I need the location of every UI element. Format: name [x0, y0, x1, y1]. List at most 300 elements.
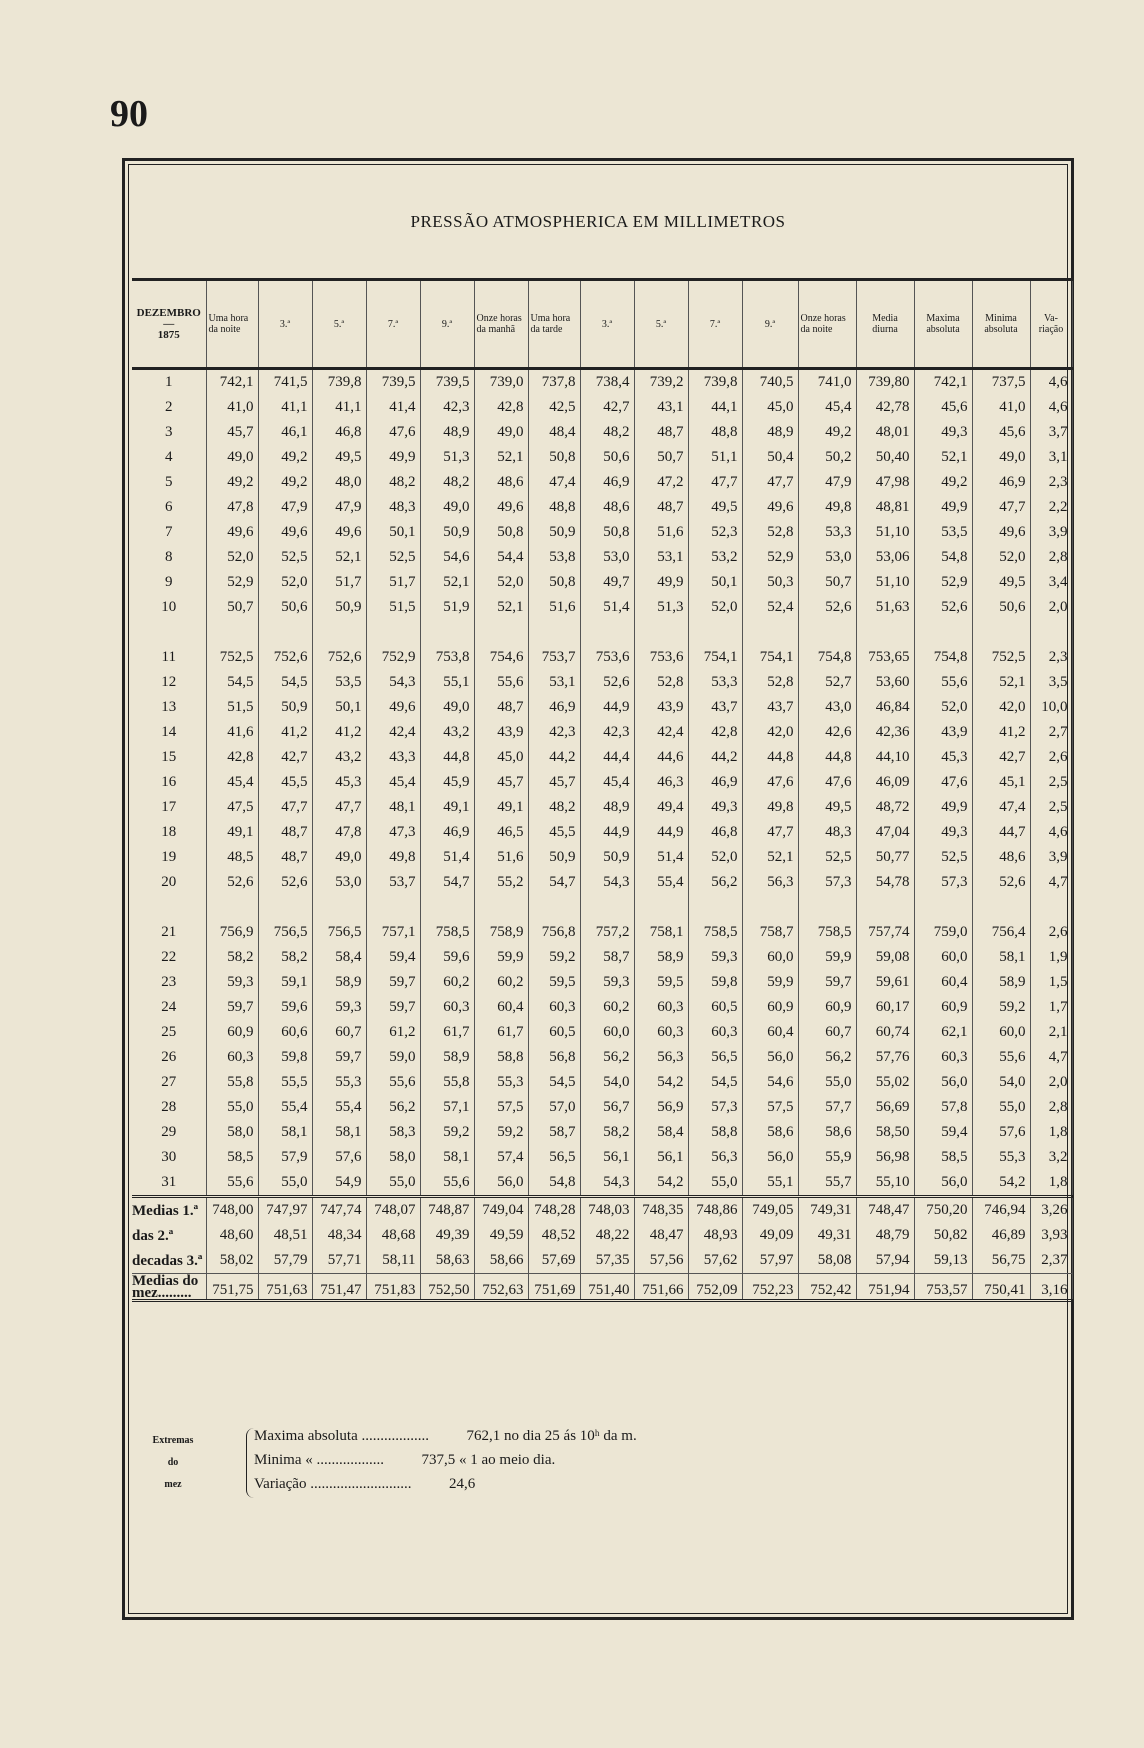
table-cell: 58,11: [366, 1248, 420, 1274]
column-header: Minima absoluta: [972, 280, 1030, 369]
table-cell: 58,1: [972, 945, 1030, 970]
table-cell: 53,0: [798, 545, 856, 570]
table-cell: 49,2: [798, 420, 856, 445]
table-cell: 48,7: [634, 495, 688, 520]
table-cell: 754,1: [742, 645, 798, 670]
table-cell: 55,4: [258, 1095, 312, 1120]
table-cell: 749,04: [474, 1197, 528, 1224]
table-cell: 1,9: [1030, 945, 1072, 970]
table-cell: 59,7: [206, 995, 258, 1020]
table-cell: 739,2: [634, 369, 688, 396]
table-cell: 47,04: [856, 820, 914, 845]
table-cell: 46,5: [474, 820, 528, 845]
table-cell: 58,7: [528, 1120, 580, 1145]
table-cell: 49,6: [312, 520, 366, 545]
table-cell: 48,68: [366, 1223, 420, 1248]
table-cell: 750,41: [972, 1274, 1030, 1301]
table-cell: 56,9: [634, 1095, 688, 1120]
table-cell: 756,4: [972, 920, 1030, 945]
table-cell: 3,16: [1030, 1274, 1072, 1301]
table-cell: 49,2: [206, 470, 258, 495]
column-header: Uma hora da tarde: [528, 280, 580, 369]
table-cell: 56,98: [856, 1145, 914, 1170]
table-cell: 3,9: [1030, 520, 1072, 545]
table-cell: 43,2: [420, 720, 474, 745]
table-cell: 54,7: [528, 870, 580, 895]
table-cell: 4,6: [1030, 820, 1072, 845]
table-cell: 50,9: [312, 595, 366, 620]
table-cell: 6: [132, 495, 206, 520]
table-cell: 47,6: [366, 420, 420, 445]
table-cell: 59,8: [688, 970, 742, 995]
table-cell: 739,0: [474, 369, 528, 396]
table-cell: 52,1: [420, 570, 474, 595]
table-cell: 752,5: [972, 645, 1030, 670]
table-cell: 59,6: [420, 945, 474, 970]
table-cell: 60,4: [474, 995, 528, 1020]
column-header: 3.ª: [258, 280, 312, 369]
table-cell: 751,69: [528, 1274, 580, 1301]
table-cell: 13: [132, 695, 206, 720]
table-cell: 30: [132, 1145, 206, 1170]
table-cell: 57,1: [420, 1095, 474, 1120]
table-cell: 42,7: [258, 745, 312, 770]
table-cell: 59,3: [206, 970, 258, 995]
table-cell: 55,6: [972, 1045, 1030, 1070]
table-cell: 21: [132, 920, 206, 945]
table-cell: 53,5: [312, 670, 366, 695]
table-cell: 19: [132, 845, 206, 870]
table-row: [132, 1170, 1072, 1197]
table-cell: 55,8: [206, 1070, 258, 1095]
table-cell: 47,7: [972, 495, 1030, 520]
table-cell: 47,6: [914, 770, 972, 795]
table-cell: 50,8: [474, 520, 528, 545]
table-cell: 52,5: [366, 545, 420, 570]
table-cell: 752,23: [742, 1274, 798, 1301]
table-cell: 48,7: [258, 845, 312, 870]
table-cell: 3,9: [1030, 845, 1072, 870]
table-cell: 3,93: [1030, 1223, 1072, 1248]
table-cell: 4,6: [1030, 395, 1072, 420]
decade-mean-row: [132, 1197, 1072, 1224]
table-cell: 57,69: [528, 1248, 580, 1274]
table-cell: 56,0: [742, 1145, 798, 1170]
column-header: Onze horas da noite: [798, 280, 856, 369]
table-cell: 55,6: [474, 670, 528, 695]
table-cell: 51,1: [688, 445, 742, 470]
table-cell: 750,20: [914, 1197, 972, 1224]
table-cell: 60,0: [580, 1020, 634, 1045]
table-cell: 52,1: [474, 445, 528, 470]
table-row: [132, 1120, 1072, 1145]
table-cell: 43,9: [914, 720, 972, 745]
table-cell: 49,6: [366, 695, 420, 720]
table-cell: 54,6: [420, 545, 474, 570]
table-cell: 53,0: [580, 545, 634, 570]
table-cell: 44,1: [688, 395, 742, 420]
table-cell: 49,0: [420, 695, 474, 720]
table-cell: 50,6: [972, 595, 1030, 620]
table-cell: 52,6: [206, 870, 258, 895]
table-cell: 51,6: [634, 520, 688, 545]
table-cell: 43,7: [688, 695, 742, 720]
table-cell: 44,8: [742, 745, 798, 770]
table-cell: 49,1: [206, 820, 258, 845]
table-cell: 10,0: [1030, 695, 1072, 720]
table-cell: 59,0: [366, 1045, 420, 1070]
table-cell: 49,5: [798, 795, 856, 820]
table-cell: 51,4: [420, 845, 474, 870]
table-row: [132, 645, 1072, 670]
table-cell: 55,0: [972, 1095, 1030, 1120]
table-cell: 60,7: [312, 1020, 366, 1045]
table-cell: 57,6: [972, 1120, 1030, 1145]
table-cell: 58,3: [366, 1120, 420, 1145]
table-cell: 52,6: [914, 595, 972, 620]
table-cell: 57,97: [742, 1248, 798, 1274]
table-row: [132, 395, 1072, 420]
table-cell: 52,0: [258, 570, 312, 595]
table-cell: 52,7: [798, 670, 856, 695]
table-cell: 46,9: [688, 770, 742, 795]
table-cell: 58,0: [366, 1145, 420, 1170]
table-cell: 60,2: [474, 970, 528, 995]
table-cell: 57,71: [312, 1248, 366, 1274]
table-cell: 48,8: [528, 495, 580, 520]
table-cell: 42,3: [528, 720, 580, 745]
table-cell: 8: [132, 545, 206, 570]
table-cell: 48,5: [206, 845, 258, 870]
table-cell: 737,5: [972, 369, 1030, 396]
table-cell: 55,6: [420, 1170, 474, 1197]
table-cell: 47,8: [206, 495, 258, 520]
table-cell: 56,2: [366, 1095, 420, 1120]
table-cell: 49,39: [420, 1223, 474, 1248]
table-cell: 54,78: [856, 870, 914, 895]
table-cell: 49,59: [474, 1223, 528, 1248]
table-cell: 54,7: [420, 870, 474, 895]
table-cell: 45,6: [914, 395, 972, 420]
table-cell: 2,8: [1030, 545, 1072, 570]
table-cell: 44,10: [856, 745, 914, 770]
table-cell: 48,6: [580, 495, 634, 520]
table-cell: 54,2: [972, 1170, 1030, 1197]
table-cell: 58,7: [580, 945, 634, 970]
table-cell: 52,0: [914, 695, 972, 720]
table-cell: 49,2: [914, 470, 972, 495]
table-cell: 44,2: [688, 745, 742, 770]
table-cell: 752,6: [258, 645, 312, 670]
table-cell: 59,9: [798, 945, 856, 970]
table-cell: 757,2: [580, 920, 634, 945]
column-header: Media diurna: [856, 280, 914, 369]
table-cell: 54,2: [634, 1170, 688, 1197]
table-cell: 4,7: [1030, 1045, 1072, 1070]
table-cell: 49,2: [258, 445, 312, 470]
table-cell: 54,6: [742, 1070, 798, 1095]
table-cell: 56,2: [688, 870, 742, 895]
table-cell: 52,0: [474, 570, 528, 595]
table-cell: 48,7: [258, 820, 312, 845]
table-cell: 747,74: [312, 1197, 366, 1224]
table-cell: 49,1: [420, 795, 474, 820]
table-cell: 3,2: [1030, 1145, 1072, 1170]
table-cell: 51,6: [528, 595, 580, 620]
table-cell: 56,3: [688, 1145, 742, 1170]
table-cell: 48,81: [856, 495, 914, 520]
table-cell: 49,6: [742, 495, 798, 520]
table-cell: 9: [132, 570, 206, 595]
table-cell: 56,0: [914, 1070, 972, 1095]
table-cell: 57,94: [856, 1248, 914, 1274]
table-cell: 56,75: [972, 1248, 1030, 1274]
table-cell: 50,3: [742, 570, 798, 595]
table-cell: 758,5: [688, 920, 742, 945]
table-cell: 53,3: [688, 670, 742, 695]
table-cell: 60,9: [206, 1020, 258, 1045]
table-cell: 45,1: [972, 770, 1030, 795]
table-cell: 752,5: [206, 645, 258, 670]
table-cell: 59,3: [580, 970, 634, 995]
table-cell: 44,8: [798, 745, 856, 770]
table-cell: 60,3: [634, 1020, 688, 1045]
table-cell: 59,8: [258, 1045, 312, 1070]
table-cell: 45,7: [528, 770, 580, 795]
table-cell: 52,3: [688, 520, 742, 545]
table-cell: 60,0: [972, 1020, 1030, 1045]
table-cell: 46,1: [258, 420, 312, 445]
table-cell: 42,7: [972, 745, 1030, 770]
table-cell: 58,2: [258, 945, 312, 970]
table-cell: 2,0: [1030, 595, 1072, 620]
table-cell: 57,7: [798, 1095, 856, 1120]
table-cell: 50,8: [528, 570, 580, 595]
table-cell: 57,6: [312, 1145, 366, 1170]
table-cell: 56,2: [798, 1045, 856, 1070]
pressure-table: [132, 278, 1073, 1302]
table-cell: 55,0: [206, 1095, 258, 1120]
table-cell: 50,6: [258, 595, 312, 620]
table-cell: 3,5: [1030, 670, 1072, 695]
table-row: [132, 1145, 1072, 1170]
table-cell: 58,6: [742, 1120, 798, 1145]
table-cell: 41,1: [312, 395, 366, 420]
table-cell: 59,3: [312, 995, 366, 1020]
table-cell: 45,9: [420, 770, 474, 795]
table-cell: 41,2: [312, 720, 366, 745]
table-cell: 47,7: [258, 795, 312, 820]
month-mean-row: [132, 1274, 1072, 1301]
table-cell: 59,1: [258, 970, 312, 995]
table-cell: 2,37: [1030, 1248, 1072, 1274]
table-cell: 54,5: [688, 1070, 742, 1095]
table-cell: 10: [132, 595, 206, 620]
table-cell: 754,6: [474, 645, 528, 670]
table-cell: 43,9: [634, 695, 688, 720]
table-cell: 42,7: [580, 395, 634, 420]
table-cell: 51,7: [366, 570, 420, 595]
table-cell: 59,7: [366, 970, 420, 995]
table-cell: 60,9: [914, 995, 972, 1020]
table-cell: 48,4: [528, 420, 580, 445]
table-cell: 57,3: [688, 1095, 742, 1120]
table-cell: 22: [132, 945, 206, 970]
table-cell: 3,7: [1030, 420, 1072, 445]
table-cell: 742,1: [206, 369, 258, 396]
table-cell: 48,93: [688, 1223, 742, 1248]
table-cell: 52,5: [914, 845, 972, 870]
table-cell: 55,5: [258, 1070, 312, 1095]
table-cell: 56,2: [580, 1045, 634, 1070]
table-cell: 56,8: [528, 1045, 580, 1070]
table-cell: 48,3: [798, 820, 856, 845]
table-cell: 52,5: [798, 845, 856, 870]
table-cell: 54,8: [914, 545, 972, 570]
table-cell: 48,2: [366, 470, 420, 495]
table-cell: 52,6: [580, 670, 634, 695]
table-cell: 52,0: [206, 545, 258, 570]
table-cell: 51,4: [634, 845, 688, 870]
table-cell: 43,3: [366, 745, 420, 770]
table-cell: 739,5: [420, 369, 474, 396]
table-cell: 45,0: [474, 745, 528, 770]
table-cell: 45,7: [474, 770, 528, 795]
table-cell: 60,3: [914, 1045, 972, 1070]
table-cell: 59,5: [528, 970, 580, 995]
table-cell: 20: [132, 870, 206, 895]
table-row: [132, 1095, 1072, 1120]
table-cell: 41,2: [972, 720, 1030, 745]
table-cell: 59,08: [856, 945, 914, 970]
table-cell: 49,0: [206, 445, 258, 470]
table-cell: 748,47: [856, 1197, 914, 1224]
table-cell: 42,3: [420, 395, 474, 420]
table-cell: 48,0: [312, 470, 366, 495]
table-cell: 48,2: [420, 470, 474, 495]
table-cell: 47,8: [312, 820, 366, 845]
table-cell: 45,6: [972, 420, 1030, 445]
table-cell: 59,2: [474, 1120, 528, 1145]
table-cell: 46,9: [528, 695, 580, 720]
table-cell: 50,2: [798, 445, 856, 470]
table-cell: 60,5: [528, 1020, 580, 1045]
table-cell: 43,1: [634, 395, 688, 420]
table-cell: 51,6: [474, 845, 528, 870]
table-cell: 47,6: [798, 770, 856, 795]
table-cell: 56,1: [580, 1145, 634, 1170]
table-cell: 58,2: [580, 1120, 634, 1145]
table-cell: 31: [132, 1170, 206, 1197]
table-cell: 47,7: [742, 820, 798, 845]
table-cell: 51,63: [856, 595, 914, 620]
column-header: 3.ª: [580, 280, 634, 369]
table-cell: 739,80: [856, 369, 914, 396]
table-cell: 60,5: [688, 995, 742, 1020]
table-cell: 3,1: [1030, 445, 1072, 470]
extremas-variation: Variação ........................... 24,6: [254, 1476, 476, 1492]
table-cell: 50,7: [634, 445, 688, 470]
table-cell: 48,01: [856, 420, 914, 445]
table-cell: 753,6: [634, 645, 688, 670]
table-cell: 739,8: [312, 369, 366, 396]
table-row: [132, 770, 1072, 795]
table-cell: 60,0: [914, 945, 972, 970]
table-cell: 51,7: [312, 570, 366, 595]
table-row: [132, 595, 1072, 620]
table-cell: 57,3: [914, 870, 972, 895]
table-cell: 42,6: [798, 720, 856, 745]
table-cell: 53,60: [856, 670, 914, 695]
table-cell: 60,3: [688, 1020, 742, 1045]
table-cell: 52,1: [914, 445, 972, 470]
table-cell: 748,86: [688, 1197, 742, 1224]
table-cell: 49,0: [420, 495, 474, 520]
table-cell: 48,8: [688, 420, 742, 445]
table-cell: 62,1: [914, 1020, 972, 1045]
table-cell: 753,57: [914, 1274, 972, 1301]
table-cell: 59,3: [688, 945, 742, 970]
table-cell: 55,6: [206, 1170, 258, 1197]
table-cell: 4: [132, 445, 206, 470]
table-cell: 3,4: [1030, 570, 1072, 595]
table-cell: 59,4: [366, 945, 420, 970]
table-cell: 53,1: [634, 545, 688, 570]
table-cell: 751,63: [258, 1274, 312, 1301]
table-cell: 57,76: [856, 1045, 914, 1070]
table-cell: 42,0: [972, 695, 1030, 720]
table-cell: 758,5: [420, 920, 474, 945]
table-cell: 59,2: [420, 1120, 474, 1145]
table-cell: 47,98: [856, 470, 914, 495]
table-cell: 50,9: [528, 845, 580, 870]
table-row: [132, 720, 1072, 745]
table-cell: 42,4: [366, 720, 420, 745]
table-cell: 50,9: [420, 520, 474, 545]
table-cell: 752,63: [474, 1274, 528, 1301]
table-cell: 753,6: [580, 645, 634, 670]
table-cell: 54,9: [312, 1170, 366, 1197]
table-cell: 754,8: [914, 645, 972, 670]
table-cell: 48,9: [580, 795, 634, 820]
table-cell: 54,3: [580, 1170, 634, 1197]
table-cell: 55,10: [856, 1170, 914, 1197]
table-cell: 742,1: [914, 369, 972, 396]
table-cell: 50,7: [798, 570, 856, 595]
table-cell: 58,63: [420, 1248, 474, 1274]
table-cell: 54,2: [634, 1070, 688, 1095]
table-cell: 49,1: [474, 795, 528, 820]
table-row: [132, 520, 1072, 545]
table-cell: 49,09: [742, 1223, 798, 1248]
header-row: [132, 280, 1072, 369]
column-header: 9.ª: [420, 280, 474, 369]
table-cell: 46,89: [972, 1223, 1030, 1248]
table-cell: 12: [132, 670, 206, 695]
table-cell: 55,3: [972, 1145, 1030, 1170]
table-cell: 50,1: [312, 695, 366, 720]
table-cell: 3,26: [1030, 1197, 1072, 1224]
table-cell: 49,7: [580, 570, 634, 595]
table-cell: 43,7: [742, 695, 798, 720]
table-cell: 2,5: [1030, 770, 1072, 795]
table-cell: 48,9: [742, 420, 798, 445]
table-cell: 56,0: [742, 1045, 798, 1070]
table-cell: 47,4: [972, 795, 1030, 820]
table-cell: 53,3: [798, 520, 856, 545]
table-cell: 58,1: [258, 1120, 312, 1145]
table-cell: 48,52: [528, 1223, 580, 1248]
